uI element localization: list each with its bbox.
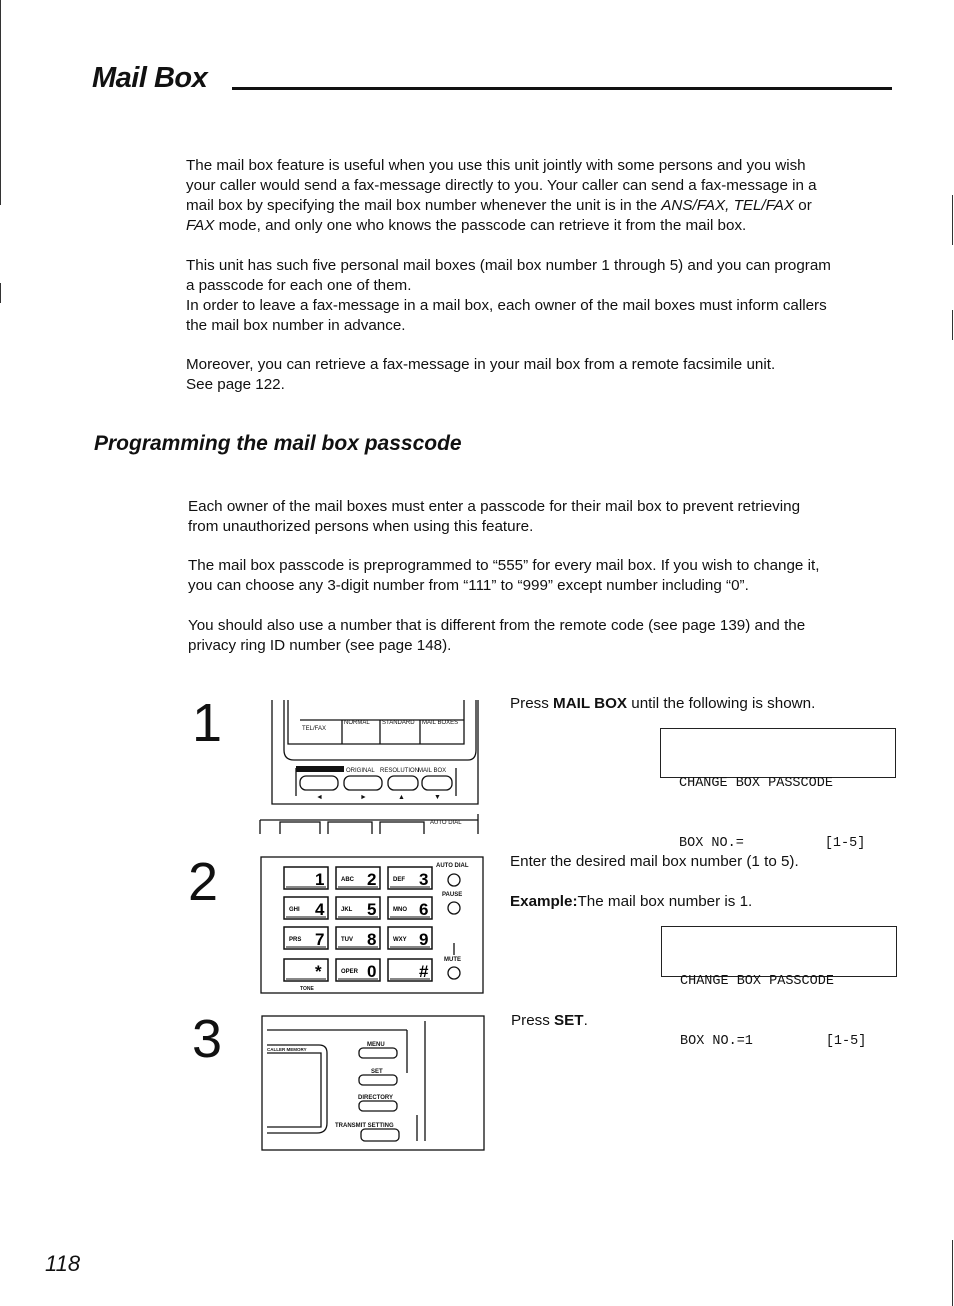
section-paragraph-3	[188, 616, 908, 656]
key-digit: 6	[419, 900, 429, 919]
step-number: 2	[188, 852, 219, 912]
title-rule	[232, 87, 892, 90]
text-line: This unit has such five personal mail boxes (mail box number 1 through 5) and you can program	[186, 257, 831, 274]
section-paragraph-1	[188, 497, 908, 537]
text-span: or	[794, 197, 812, 214]
key-digit: *	[315, 962, 322, 981]
key-digit: 2	[367, 870, 377, 889]
key-label: MUTE	[444, 957, 461, 963]
arrow-left-icon: ◄	[316, 794, 323, 801]
text-line: your caller would send a fax-message directly to you. Your caller can send a fax-message in a	[186, 177, 817, 194]
lcd-display-2	[661, 926, 897, 1049]
display-line: BOX NO.= [1-5]	[679, 836, 866, 851]
page-edge-line	[952, 1240, 953, 1306]
panel-label: TEL/FAX	[302, 726, 327, 732]
keypad-key-8	[336, 927, 380, 949]
text-line: a passcode for each one of them.	[186, 277, 412, 294]
text-span: mode, and only one who knows the passcode can retrieve it from the mail box.	[214, 217, 747, 234]
panel-label: STANDARD	[382, 720, 415, 726]
text-line: privacy ring ID number (see page 148).	[188, 637, 452, 654]
step-number: 1	[192, 693, 223, 753]
key-letters: WXY	[393, 937, 407, 943]
arrow-up-icon: ▲	[398, 794, 405, 801]
key-letters: TUV	[341, 937, 353, 943]
text-line: See page 122.	[186, 376, 285, 393]
panel-label: MAIL BOX	[418, 768, 447, 774]
arrow-down-icon: ▼	[434, 794, 441, 801]
key-digit: 7	[315, 930, 325, 949]
key-digit: 3	[419, 870, 429, 889]
step-number: 3	[192, 1009, 223, 1069]
text-line: In order to leave a fax-message in a mail box, each owner of the mail boxes must inform callers	[186, 297, 827, 314]
keypad-key-3	[388, 867, 432, 889]
text-line	[186, 196, 906, 216]
key-letters: PRS	[289, 937, 302, 943]
step-1-instruction	[510, 694, 815, 714]
key-digit: #	[419, 962, 429, 981]
keypad-key-4	[284, 897, 328, 919]
arrow-right-icon: ►	[360, 794, 367, 801]
keypad-key-0	[336, 959, 380, 981]
keypad-key-7	[284, 927, 328, 949]
key-letters: ABC	[341, 877, 354, 883]
key-name: MAIL BOX	[553, 695, 628, 712]
text-span: mail box by specifying the mail box number whenever the unit is in the	[186, 197, 662, 214]
lcd-display-1	[660, 728, 896, 851]
panel-label: NORMAL	[344, 720, 370, 726]
mode-name: FAX	[186, 217, 215, 234]
keypad-key-1	[284, 867, 328, 889]
key-label: AUTO DIAL	[436, 863, 469, 869]
key-digit: 5	[367, 900, 377, 919]
section-heading: Programming the mail box passcode	[94, 432, 462, 455]
text-line: Each owner of the mail boxes must enter a passcode for their mail box to prevent retrieving	[188, 498, 801, 515]
step-2-instruction: Enter the desired mail box number (1 to 5).	[510, 853, 799, 870]
key-digit: 1	[315, 870, 325, 889]
text-span: .	[583, 1012, 588, 1029]
panel-label: TRANSMIT SETTING	[335, 1123, 394, 1129]
panel-label: SET	[371, 1069, 383, 1075]
keypad-keys	[284, 867, 432, 981]
text-line: the mail box number in advance.	[186, 317, 406, 334]
intro-paragraph-1	[186, 156, 906, 236]
key-digit: 9	[419, 930, 429, 949]
text-span: Press	[511, 1012, 555, 1029]
text-line: The mail box feature is useful when you use this unit jointly with some persons and you wish	[186, 157, 806, 174]
key-digit: 0	[367, 962, 377, 981]
display-line: CHANGE BOX PASSCODE	[680, 974, 834, 989]
key-letters: DEF	[393, 877, 405, 883]
page-edge-line	[0, 283, 1, 303]
panel-label: RESOLUTION	[380, 768, 420, 774]
key-letters: GHI	[289, 907, 300, 913]
keypad-key-2	[336, 867, 380, 889]
panel-label: DIRECTORY	[358, 1095, 394, 1101]
page-edge-line	[0, 0, 1, 205]
text-line: from unauthorized persons when using this feature.	[188, 518, 534, 535]
keypad-key-6	[388, 897, 432, 919]
mode-name: ANS/FAX, TEL/FAX	[661, 197, 795, 214]
page-title: Mail Box	[92, 62, 208, 94]
step-2-example	[510, 892, 752, 912]
keypad-illustration	[258, 855, 486, 995]
text-line: You should also use a number that is different from the remote code (see page 139) and the	[188, 617, 806, 634]
display-line: CHANGE BOX PASSCODE	[679, 776, 833, 791]
key-name: SET	[554, 1012, 584, 1029]
text-line: you can choose any 3-digit number from “111” to “999” except number including “0”.	[188, 577, 749, 594]
text-span: until the following is shown.	[627, 695, 816, 712]
intro-paragraph-2	[186, 256, 926, 336]
panel-label: AUTO DIAL	[430, 820, 462, 826]
page-edge-line	[952, 310, 953, 340]
panel-label: ORIGINAL	[346, 768, 375, 774]
text-line: The mail box passcode is preprogrammed to “555” for every mail box. If you wish to change it,	[188, 557, 820, 574]
key-letters: MNO	[393, 907, 407, 913]
keypad-key-star	[284, 959, 328, 981]
key-letters: OPER	[341, 969, 359, 975]
key-label: PAUSE	[442, 892, 463, 898]
example-label: Example:	[510, 893, 578, 910]
shaded-label	[296, 766, 344, 772]
intro-paragraph-3	[186, 355, 906, 395]
page-number: 118	[45, 1251, 81, 1276]
text-span: The mail box number is 1.	[577, 893, 753, 910]
keypad-key-5	[336, 897, 380, 919]
step-3-instruction	[511, 1011, 588, 1031]
control-panel-illustration-1	[258, 698, 484, 834]
keypad-key-hash	[388, 959, 432, 981]
key-label: TONE	[300, 986, 314, 992]
display-line: BOX NO.=1 [1-5]	[680, 1034, 867, 1049]
text-line	[186, 216, 906, 236]
key-letters: JKL	[341, 907, 353, 913]
panel-label: CALLER MEMORY	[267, 1047, 307, 1052]
page-edge-line	[952, 195, 953, 245]
text-span: Press	[510, 695, 554, 712]
panel-label: MAIL BOXES	[422, 720, 459, 726]
panel-label: MENU	[367, 1042, 385, 1048]
key-digit: 4	[315, 900, 325, 919]
keypad-key-9	[388, 927, 432, 949]
section-paragraph-2	[188, 556, 918, 596]
control-panel-illustration-3	[261, 1015, 485, 1151]
key-digit: 8	[367, 930, 377, 949]
text-line: Moreover, you can retrieve a fax-message in your mail box from a remote facsimile unit.	[186, 356, 776, 373]
